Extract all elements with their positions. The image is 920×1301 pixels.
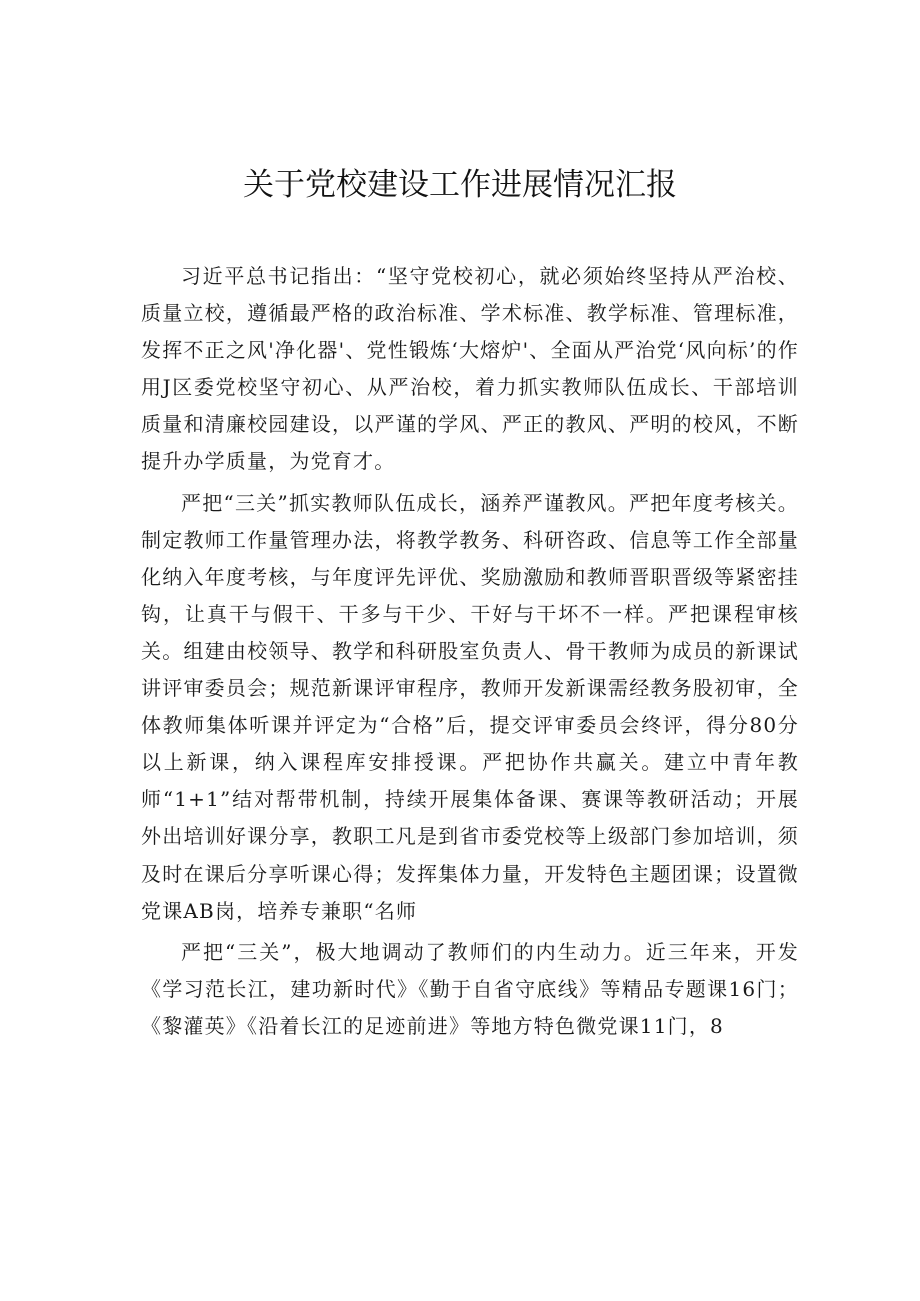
paragraph-three-checks: 严把“三关”抓实教师队伍成长，涵养严谨教风。严把年度考核关。制定教师工作量管理办法，将教学教务、科研咨政、信息等工作全部量化纳入年度考核，与年度评先评优、奖励激励和教师晋职晋级等紧密挂钩，让真干与假干、干多与干少、干好与干坏不一样。严把课程审核关。组建由校领导、教学和科研股室负责人、骨干教师为成员的新课试讲评审委员会；规范新课评审程序，教师开发新课需经教务股初审，全体教师集体听课并评定为“合格”后，提交评审委员会终评，得分80分以上新课，纳入课程库安排授课。严把协作共赢关。建立中青年教师“1+1”结对帮带机制，持续开展集体备课、赛课等教研活动；开展外出培训好课分享，教职工凡是到省市委党校等上级部门参加培训，须及时在课后分享听课心得；发挥集体力量，开发特色主题团课；设置微党课AB岗，培养专兼职“名师 (141, 490, 799, 923)
document-title: 关于党校建设工作进展情况汇报 (243, 167, 677, 203)
paragraph-intro: 习近平总书记指出：“坚守党校初心，就必须始终坚持从严治校、质量立校，遵循最严格的政治标准、学术标准、教学标准、管理标准，发挥不正之风'净化器'、党性锻炼‘大熔炉'、全面从严治党‘风向标’的作用J区委党校坚守初心、从严治校，着力抓实教师队伍成长、干部培训质量和清廉校园建设，以严谨的学风、严正的教风、严明的校风，不断提升办学质量，为党育才。 (141, 264, 799, 474)
document-body (141, 258, 799, 1049)
paragraph-results: 严把“三关”，极大地调动了教师们的内生动力。近三年来，开发《学习范长江，建功新时代》《勤于自省守底线》等精品专题课16门；《黎灌英》《沿着长江的足迹前进》等地方特色微党课11门，8 (141, 939, 799, 1038)
